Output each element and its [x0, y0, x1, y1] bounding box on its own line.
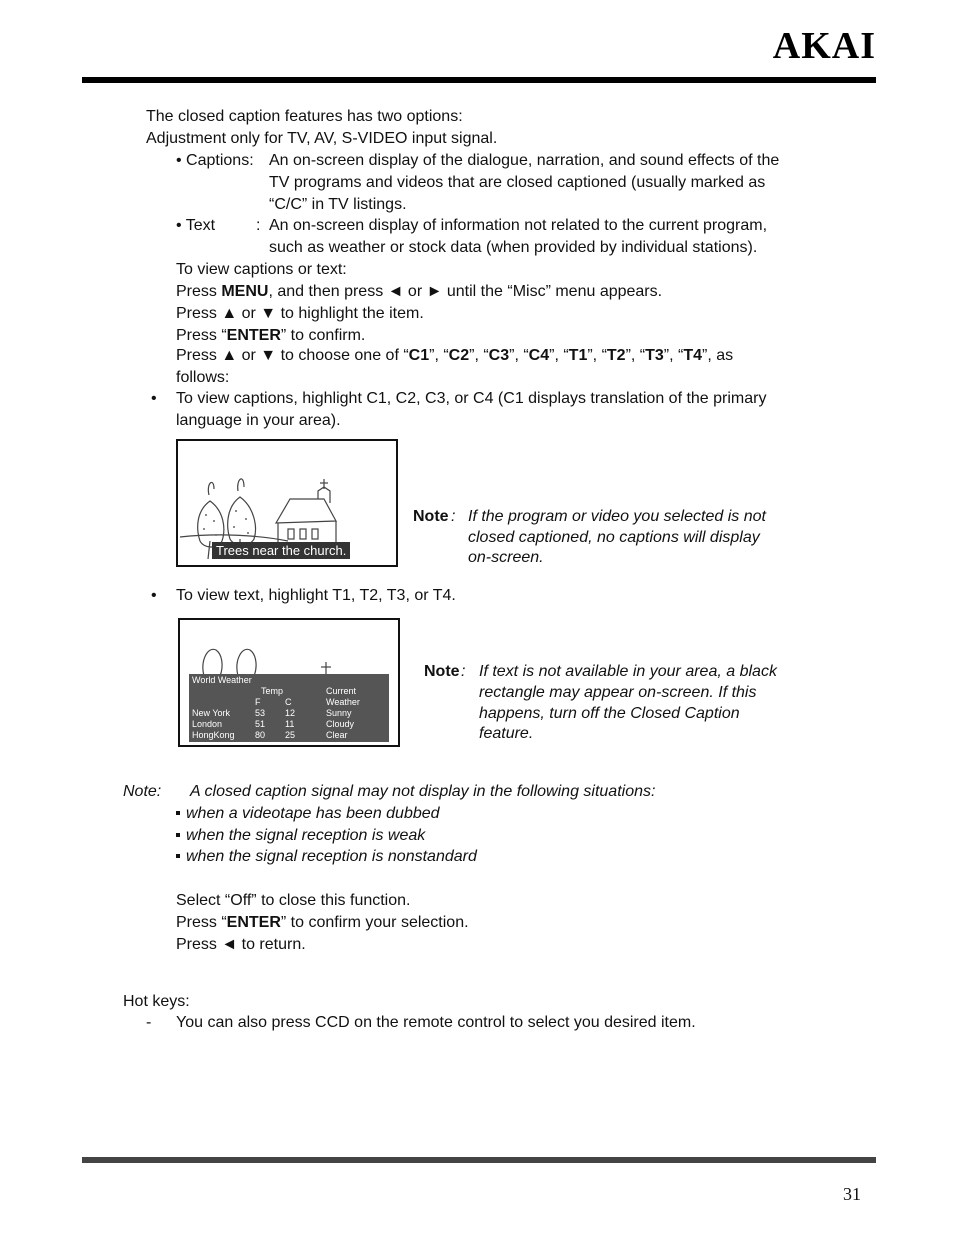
- weather-row-w: Sunny: [326, 708, 352, 718]
- captions-note-3: on-screen.: [468, 549, 544, 566]
- square-bullet-icon: [176, 811, 180, 815]
- caption-overlay: Trees near the church.: [212, 542, 350, 559]
- text-desc-1: An on-screen display of information not related to the current program,: [269, 217, 768, 234]
- text-bullet: •: [151, 587, 157, 604]
- text-illustration: [178, 618, 400, 747]
- signal-note-item: when a videotape has been dubbed: [176, 805, 440, 823]
- square-bullet-icon: [176, 833, 180, 837]
- signal-note-item: when the signal reception is weak: [176, 827, 425, 845]
- step-enter: Press “ENTER” to confirm.: [176, 327, 366, 344]
- weather-row-w: Clear: [326, 730, 348, 740]
- text-note-label: Note: [424, 663, 460, 680]
- weather-title: World Weather: [192, 675, 252, 685]
- brand-logo: AKAI: [772, 25, 876, 67]
- intro-line-1: The closed caption features has two options:: [146, 108, 463, 125]
- closing-return: Press ◄ to return.: [176, 936, 306, 953]
- text-note-2: rectangle may appear on-screen. If this: [479, 684, 757, 701]
- hotkeys-title: Hot keys:: [123, 993, 190, 1010]
- captions-note-2: closed captioned, no captions will display: [468, 529, 760, 546]
- hotkeys-dash: -: [146, 1014, 152, 1031]
- weather-row-city: London: [192, 719, 223, 729]
- weather-temp-header: Temp: [261, 686, 284, 696]
- captions-note-label: Note: [413, 508, 449, 525]
- intro-line-2: Adjustment only for TV, AV, S-VIDEO input signal.: [146, 130, 498, 147]
- step-follows: follows:: [176, 369, 230, 386]
- weather-row-f: 80: [255, 730, 266, 740]
- hotkeys-line: You can also press CCD on the remote control to select you desired item.: [176, 1014, 696, 1031]
- page-number: 31: [843, 1184, 861, 1204]
- captions-label: • Captions:: [176, 152, 254, 169]
- weather-f-header: F: [255, 697, 261, 707]
- closing-enter: Press “ENTER” to confirm your selection.: [176, 914, 469, 931]
- weather-row-f: 53: [255, 708, 266, 718]
- captions-desc-3: “C/C” in TV listings.: [269, 196, 407, 213]
- captions-note-colon: :: [451, 508, 456, 525]
- step-menu: Press MENU, and then press ◄ or ► until the “Misc” menu appears.: [176, 283, 663, 300]
- closing-off: Select “Off” to close this function.: [176, 892, 411, 909]
- square-bullet-icon: [176, 854, 180, 858]
- weather-panel: [189, 674, 389, 742]
- captions-desc-1: An on-screen display of the dialogue, narration, and sound effects of the: [269, 152, 780, 169]
- weather-row-city: New York: [192, 708, 231, 718]
- header-rule: [82, 77, 876, 83]
- signal-note-intro: A closed caption signal may not display in the following situations:: [190, 783, 656, 800]
- captions-instruction-1: To view captions, highlight C1, C2, C3, or C4 (C1 displays translation of the primary: [176, 390, 767, 407]
- text-note-4: feature.: [479, 725, 534, 742]
- weather-row-city: HongKong: [192, 730, 235, 740]
- step-view: To view captions or text:: [176, 261, 347, 278]
- weather-current-header: Current: [326, 686, 357, 696]
- captions-illustration: [176, 439, 398, 567]
- text-desc-2: such as weather or stock data (when provided by individual stations).: [269, 239, 758, 256]
- weather-row-c: 12: [285, 708, 296, 718]
- step-choose: Press ▲ or ▼ to choose one of “C1”, “C2”, “C3”, “C4”, “T1”, “T2”, “T3”, “T4”, as: [176, 347, 734, 364]
- captions-bullet: •: [151, 390, 157, 407]
- text-note-3: happens, turn off the Closed Caption: [479, 705, 740, 722]
- signal-note-item: when the signal reception is nonstandard: [176, 848, 477, 866]
- weather-row-c: 11: [285, 719, 295, 729]
- text-note-colon: :: [461, 663, 466, 680]
- text-label: • Text: [176, 217, 216, 234]
- step-highlight: Press ▲ or ▼ to highlight the item.: [176, 305, 424, 322]
- weather-row-w: Cloudy: [326, 719, 355, 729]
- footer-rule: [82, 1157, 876, 1163]
- signal-note-label: Note:: [123, 783, 162, 800]
- captions-desc-2: TV programs and videos that are closed captioned (usually marked as: [269, 174, 766, 191]
- weather-row-f: 51: [255, 719, 266, 729]
- text-note-1: If text is not available in your area, a black: [479, 663, 777, 680]
- weather-weather-header: Weather: [326, 697, 360, 707]
- weather-row-c: 25: [285, 730, 296, 740]
- text-instruction: To view text, highlight T1, T2, T3, or T4.: [176, 587, 456, 604]
- captions-instruction-2: language in your area).: [176, 412, 341, 429]
- captions-note-1: If the program or video you selected is not: [468, 508, 766, 525]
- text-colon: :: [256, 217, 261, 234]
- weather-c-header: C: [285, 697, 292, 707]
